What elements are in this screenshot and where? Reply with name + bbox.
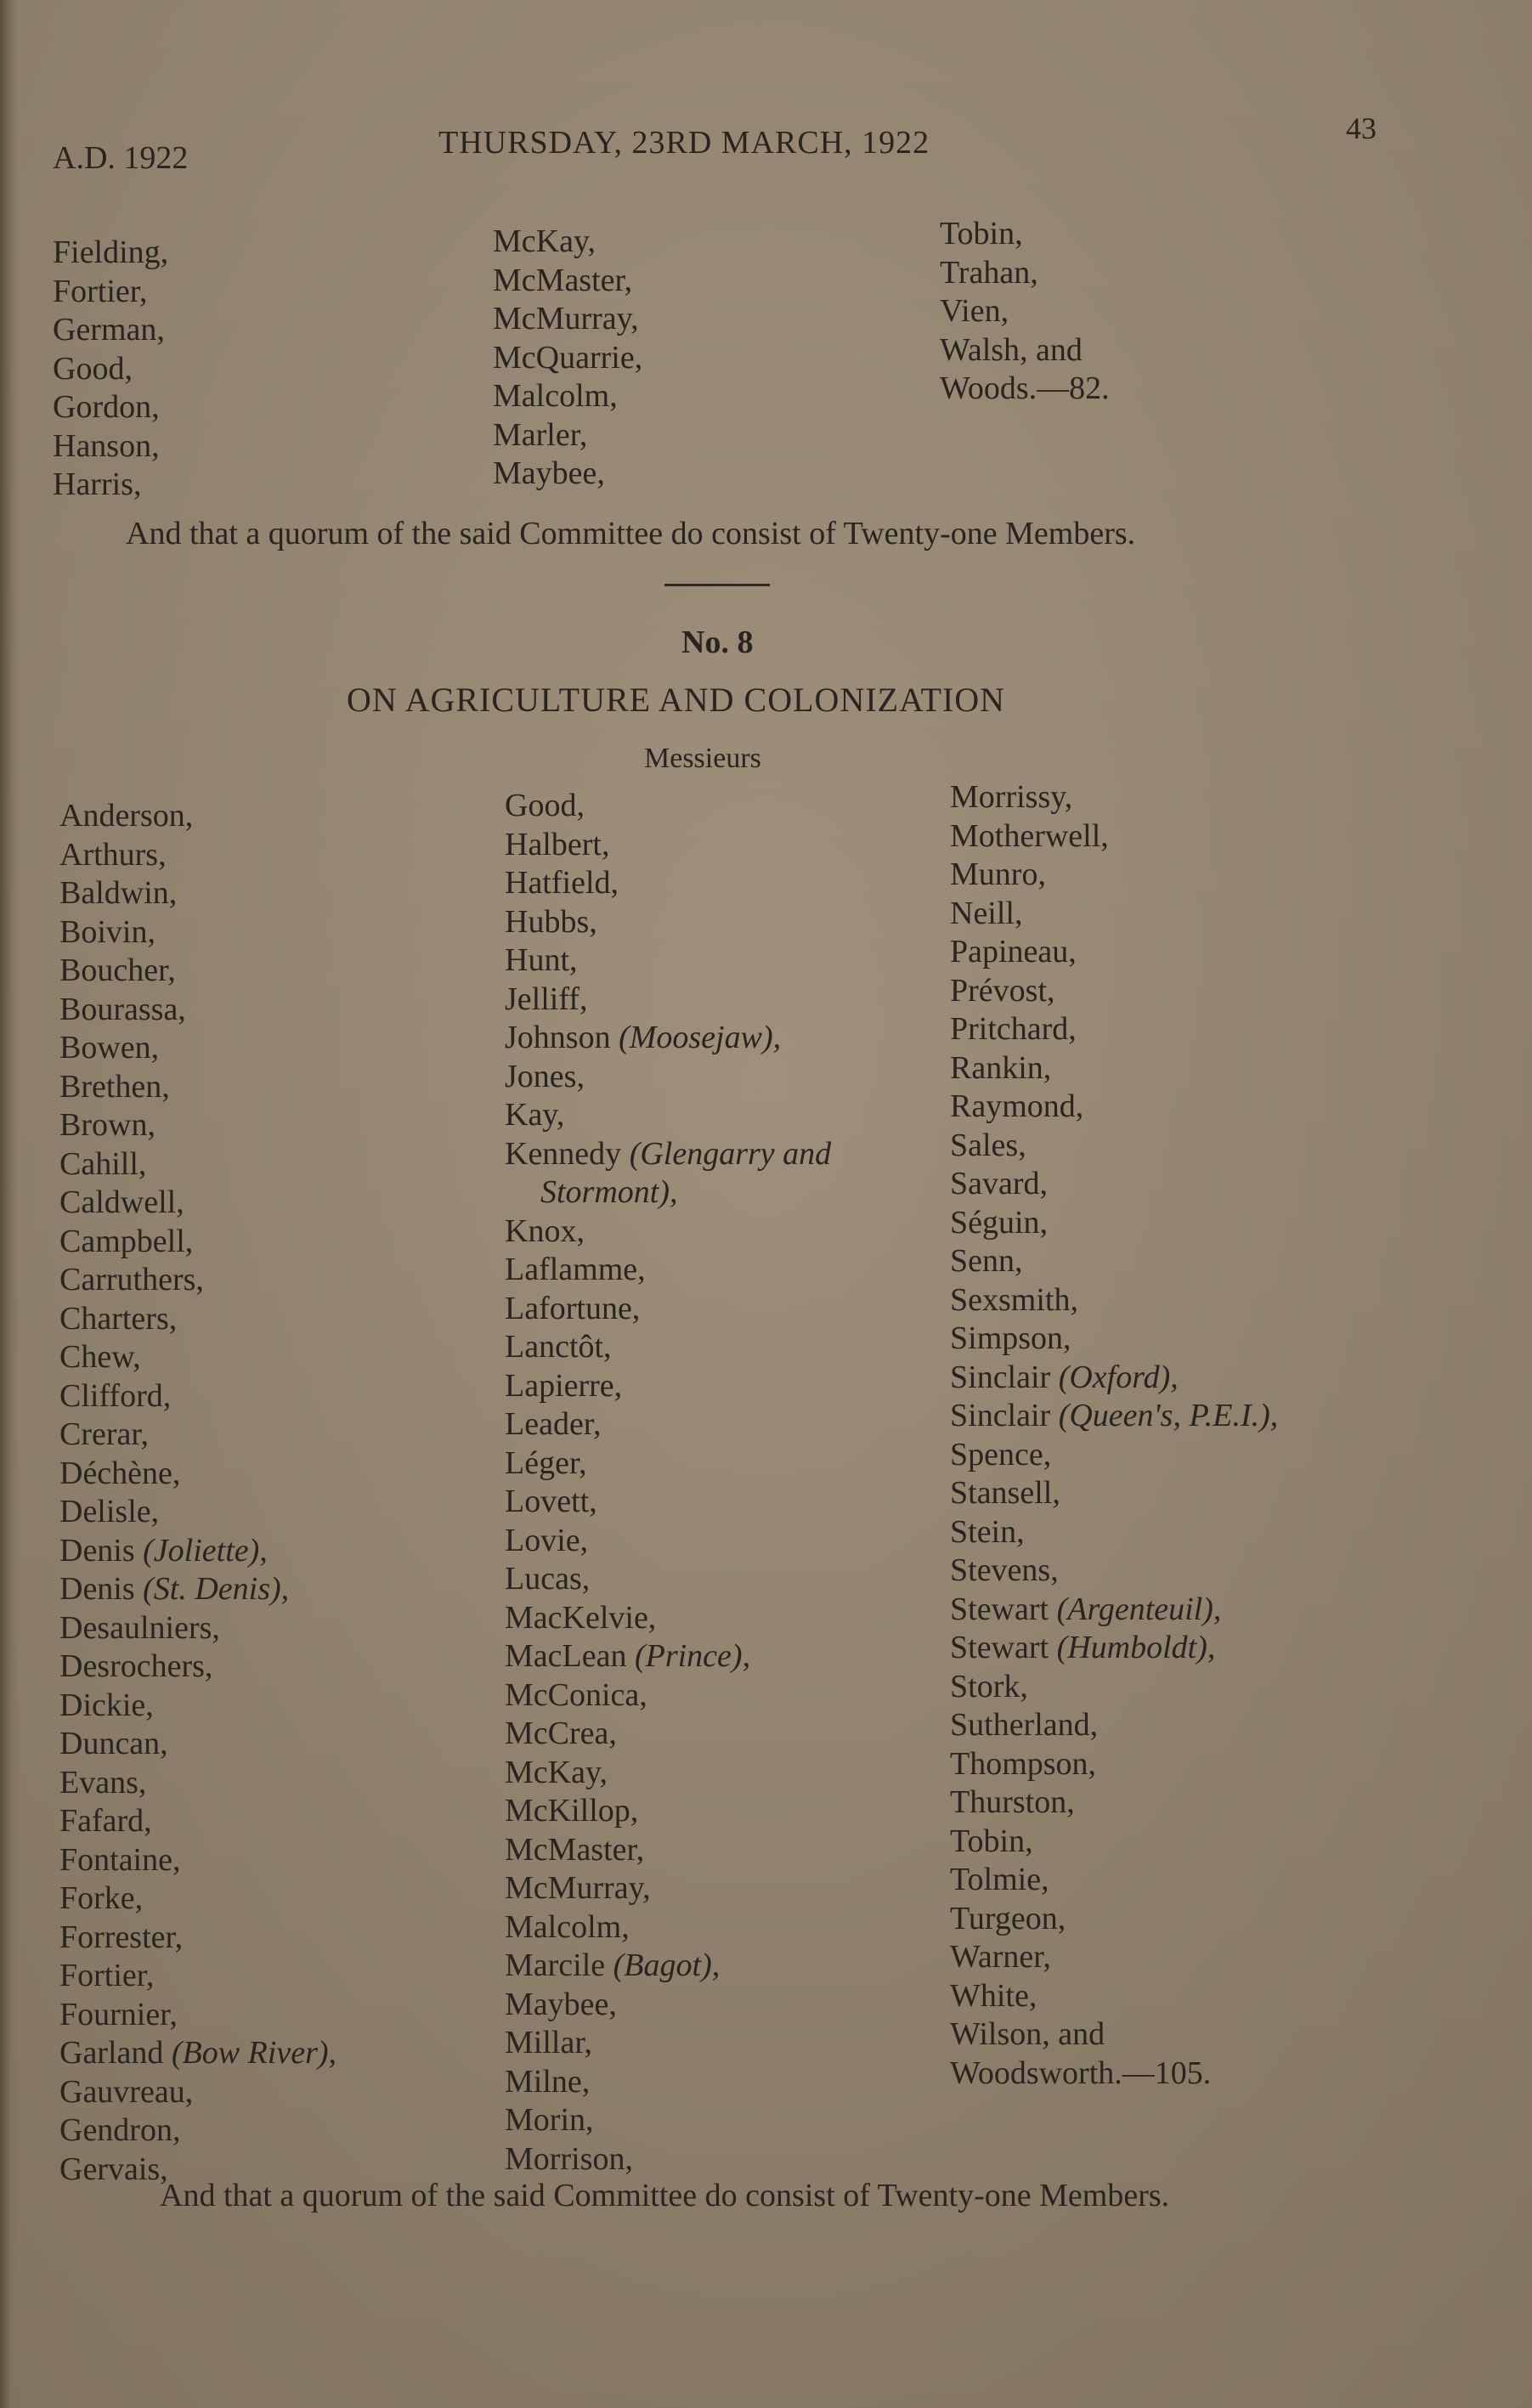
- member-name: Denis: [59, 1532, 144, 1569]
- member-name: White,: [950, 1977, 1037, 2014]
- riding-name: Stormont),: [540, 1174, 678, 1210]
- member-name: Papineau,: [950, 934, 1077, 969]
- member-entry: [505, 1599, 831, 1638]
- member-entry: [950, 1204, 1278, 1243]
- member-entry: [505, 2140, 831, 2179]
- member-entry: [505, 1715, 831, 1754]
- member-entry: [950, 1783, 1278, 1823]
- member-entry: [505, 1947, 831, 1986]
- member-name: Morrison,: [505, 2140, 633, 2177]
- member-name: Simpson,: [950, 1320, 1071, 1356]
- member-name: McMurray,: [493, 301, 639, 336]
- member-name: Jelliff,: [505, 981, 588, 1017]
- member-name: Stork,: [950, 1668, 1028, 1704]
- member-entry: [950, 1397, 1278, 1436]
- riding-name: (Glengarry and: [629, 1135, 832, 1172]
- member-entry: [950, 1474, 1278, 1513]
- member-entry: [950, 1938, 1278, 1977]
- member-name: Millar,: [505, 2025, 592, 2060]
- riding-name: (Joliette),: [143, 1532, 268, 1569]
- member-entry: [950, 1359, 1278, 1398]
- member-name: Baldwin,: [59, 875, 178, 911]
- member-entry: [950, 1320, 1278, 1359]
- member-entry: [950, 1823, 1278, 1862]
- member-entry: [505, 1251, 831, 1290]
- member-entry: [950, 817, 1278, 856]
- member-name: Brown,: [59, 1107, 155, 1143]
- member-name: McQuarrie,: [493, 339, 643, 376]
- riding-name: (Bow River),: [171, 2035, 337, 2071]
- member-entry: [59, 1106, 336, 1145]
- member-entry: [505, 1135, 831, 1174]
- member-name: Wilson, and: [950, 2016, 1105, 2052]
- member-name: German,: [53, 312, 165, 348]
- member-name: Sinclair: [950, 1398, 1059, 1433]
- member-entry: [950, 1281, 1278, 1320]
- member-name: Jones,: [505, 1058, 585, 1094]
- member-name: Malcolm,: [505, 1908, 630, 1945]
- member-entry: [59, 1377, 336, 1416]
- member-entry: [505, 1212, 831, 1252]
- member-name: McCrea,: [505, 1716, 617, 1751]
- member-name: Desrochers,: [59, 1648, 213, 1684]
- member-name: Woods.—82.: [940, 370, 1110, 406]
- member-name: Dickie,: [59, 1687, 154, 1723]
- riding-name: (St. Denis),: [143, 1571, 290, 1607]
- member-entry: [59, 2034, 336, 2073]
- member-entry: [505, 1019, 831, 1058]
- member-entry: [505, 941, 831, 981]
- page-edge-shadow: [0, 0, 19, 2408]
- member-name: McMaster,: [505, 1831, 645, 1868]
- member-name: Boucher,: [59, 952, 176, 988]
- member-name: Clifford,: [59, 1377, 172, 1414]
- member-name: Fortier,: [59, 1958, 155, 1993]
- member-name: MacKelvie,: [505, 1599, 657, 1636]
- member-entry: [505, 1560, 831, 1599]
- member-entry: [59, 1687, 336, 1726]
- member-entry: [59, 1570, 336, 1609]
- member-entry: [950, 972, 1278, 1011]
- member-name: Sales,: [950, 1127, 1026, 1163]
- member-entry: [59, 1725, 336, 1764]
- member-name: Johnson: [505, 1020, 619, 1055]
- member-entry: [59, 1029, 336, 1068]
- member-name: Gendron,: [59, 2112, 181, 2148]
- member-name: Bowen,: [59, 1030, 160, 1066]
- member-name: Kennedy: [505, 1135, 630, 1172]
- member-entry: [505, 2063, 831, 2102]
- member-name: Chew,: [59, 1339, 141, 1375]
- member-name: McConica,: [505, 1676, 647, 1713]
- member-name: Good,: [53, 350, 133, 387]
- member-name: Maybee,: [505, 1986, 617, 2022]
- member-entry: [505, 826, 831, 865]
- member-entry: [59, 1338, 336, 1377]
- member-name: Morrissy,: [950, 779, 1073, 815]
- member-name: Leader,: [505, 1406, 602, 1442]
- member-name: Fournier,: [59, 1996, 178, 2032]
- member-entry: [950, 1591, 1278, 1630]
- member-name: Desaulniers,: [59, 1609, 220, 1646]
- member-name: Tolmie,: [950, 1862, 1049, 1897]
- member-name: Cahill,: [59, 1145, 147, 1182]
- member-entry: [59, 1919, 336, 1958]
- member-entry: [950, 1900, 1278, 1939]
- member-name: Fontaine,: [59, 1841, 181, 1878]
- member-entry: [950, 1049, 1278, 1088]
- member-name: McKay,: [493, 223, 596, 259]
- member-name: Walsh, and: [940, 331, 1083, 368]
- member-name: Tobin,: [950, 1823, 1033, 1859]
- member-column-3: [950, 778, 1278, 2093]
- member-entry: [505, 1367, 831, 1406]
- member-entry: [950, 2015, 1278, 2055]
- member-entry: [505, 1522, 831, 1561]
- member-name: Motherwell,: [950, 817, 1109, 854]
- member-name: Arthurs,: [59, 836, 167, 873]
- member-entry: [59, 1996, 336, 2035]
- member-name: Vien,: [940, 293, 1009, 329]
- member-column-prev-1: [53, 234, 168, 505]
- member-entry: [950, 1706, 1278, 1745]
- member-column-prev-3: [940, 215, 1110, 409]
- member-name: Carruthers,: [59, 1262, 204, 1297]
- member-name: Harris,: [53, 466, 142, 502]
- member-name: Senn,: [950, 1243, 1023, 1279]
- member-entry: [505, 1058, 831, 1097]
- member-name: Brethen,: [59, 1068, 170, 1105]
- member-name: Maybee,: [493, 455, 605, 491]
- member-entry: [59, 1068, 336, 1107]
- member-entry: [505, 2024, 831, 2063]
- member-name: McKay,: [505, 1754, 608, 1790]
- member-entry: [59, 913, 336, 952]
- member-name: McKillop,: [505, 1793, 639, 1829]
- member-entry: [59, 1416, 336, 1455]
- header-year: A.D. 1922: [53, 140, 189, 176]
- member-name: Stevens,: [950, 1552, 1059, 1588]
- member-entry: [950, 1552, 1278, 1591]
- quorum-statement-prev: And that a quorum of the said Committee do consist of Twenty-one Members.: [126, 516, 1136, 551]
- member-name: Lapierre,: [505, 1367, 623, 1404]
- member-entry: [59, 1879, 336, 1919]
- member-name: Pritchard,: [950, 1011, 1077, 1047]
- member-column-prev-2: [493, 223, 642, 494]
- member-column-1: [59, 797, 336, 2189]
- member-name: Bourassa,: [59, 991, 186, 1027]
- member-name: Morin,: [505, 2102, 594, 2138]
- header-date: THURSDAY, 23RD MARCH, 1922: [438, 125, 930, 161]
- member-name: Stansell,: [950, 1475, 1060, 1511]
- member-entry: [950, 778, 1278, 817]
- member-name: Laflamme,: [505, 1252, 646, 1287]
- member-entry: [505, 1986, 831, 2025]
- member-name: Garland: [59, 2035, 172, 2071]
- member-name: Munro,: [950, 856, 1046, 892]
- riding-name: (Prince),: [634, 1638, 751, 1674]
- member-entry: [950, 1088, 1278, 1127]
- member-entry: [59, 1648, 336, 1687]
- member-name: Lucas,: [505, 1561, 591, 1597]
- member-entry: [59, 1609, 336, 1648]
- member-name: Halbert,: [505, 826, 610, 862]
- member-name: Stewart: [950, 1630, 1057, 1665]
- member-entry: [505, 1173, 831, 1212]
- member-name: Stein,: [950, 1513, 1025, 1550]
- member-entry: [505, 1405, 831, 1444]
- member-entry: [950, 1436, 1278, 1475]
- member-name: Turgeon,: [950, 1900, 1066, 1936]
- member-entry: [59, 1532, 336, 1571]
- member-name: Déchène,: [59, 1455, 181, 1491]
- member-name: Lovett,: [505, 1484, 597, 1519]
- member-entry: [950, 856, 1278, 895]
- member-name: Milne,: [505, 2063, 591, 2100]
- member-entry: [59, 874, 336, 913]
- member-entry: [505, 1869, 831, 1908]
- member-entry: [950, 1977, 1278, 2016]
- member-entry: [505, 1096, 831, 1135]
- member-name: Thurston,: [950, 1784, 1075, 1820]
- member-entry: [59, 1261, 336, 1300]
- member-name: Hunt,: [505, 942, 578, 978]
- member-entry: [59, 1764, 336, 1803]
- member-name: Fafard,: [59, 1803, 152, 1839]
- member-name: Fortier,: [53, 273, 148, 309]
- member-entry: [950, 1629, 1278, 1668]
- member-name: Tobin,: [940, 216, 1023, 252]
- riding-name: (Moosejaw),: [619, 1020, 782, 1055]
- member-name: Gauvreau,: [59, 2073, 194, 2110]
- member-name: Malcolm,: [493, 378, 618, 414]
- member-name: Forke,: [59, 1880, 144, 1916]
- member-entry: [59, 1841, 336, 1880]
- member-entry: [59, 1802, 336, 1841]
- member-name: Rankin,: [950, 1049, 1052, 1086]
- quorum-statement: And that a quorum of the said Committee do consist of Twenty-one Members.: [160, 2178, 1170, 2213]
- member-name: Lovie,: [505, 1522, 589, 1558]
- member-name: Thompson,: [950, 1745, 1097, 1782]
- riding-name: (Humboldt),: [1056, 1630, 1216, 1665]
- member-name: Gervais,: [59, 2151, 168, 2187]
- member-entry: [59, 2111, 336, 2151]
- member-name: Warner,: [950, 1939, 1051, 1975]
- member-entry: [59, 797, 336, 836]
- riding-name: (Queen's, P.E.I.),: [1058, 1398, 1279, 1433]
- member-name: Savard,: [950, 1166, 1049, 1201]
- member-name: Neill,: [950, 895, 1023, 931]
- member-name: Raymond,: [950, 1088, 1084, 1124]
- member-entry: [59, 1145, 336, 1184]
- member-entry: [59, 1300, 336, 1339]
- member-name: Léger,: [505, 1444, 587, 1481]
- member-name: McMurray,: [505, 1870, 651, 1906]
- member-name: Anderson,: [59, 798, 194, 834]
- member-entry: [505, 1831, 831, 1870]
- member-name: Trahan,: [940, 254, 1038, 291]
- member-name: Caldwell,: [59, 1184, 184, 1220]
- member-entry: [59, 991, 336, 1030]
- member-name: Sutherland,: [950, 1707, 1099, 1743]
- member-entry: [505, 1444, 831, 1484]
- member-entry: [950, 1010, 1278, 1049]
- member-entry: [950, 2055, 1278, 2094]
- member-name: Prévost,: [950, 972, 1055, 1009]
- member-entry: [950, 1513, 1278, 1552]
- member-name: Delisle,: [59, 1494, 160, 1529]
- member-name: Marcile: [505, 1947, 613, 1983]
- section-number: No. 8: [681, 625, 754, 660]
- member-name: Gordon,: [53, 389, 160, 425]
- member-name: Evans,: [59, 1764, 147, 1800]
- member-entry: [950, 933, 1278, 972]
- member-name: Lanctôt,: [505, 1329, 612, 1365]
- member-name: MacLean: [505, 1638, 635, 1674]
- member-name: Stewart: [950, 1591, 1057, 1627]
- member-name: Sinclair: [950, 1359, 1059, 1395]
- member-entry: [59, 836, 336, 875]
- committee-title: ON AGRICULTURE AND COLONIZATION: [347, 681, 1006, 719]
- member-entry: [950, 1127, 1278, 1166]
- member-entry: [505, 1483, 831, 1522]
- member-entry: [950, 1861, 1278, 1900]
- member-entry: [950, 895, 1278, 934]
- member-name: Fielding,: [53, 235, 169, 270]
- member-name: Denis: [59, 1571, 144, 1607]
- member-entry: [505, 1908, 831, 1947]
- page-number: 43: [1346, 111, 1377, 145]
- member-name: Marler,: [493, 416, 588, 453]
- member-name: Woodsworth.—105.: [950, 2055, 1212, 2091]
- member-name: Séguin,: [950, 1204, 1049, 1241]
- member-name: McMaster,: [493, 262, 633, 298]
- member-name: Campbell,: [59, 1223, 194, 1259]
- member-name: Boivin,: [59, 913, 155, 950]
- member-name: Good,: [505, 788, 585, 823]
- member-name: Charters,: [59, 1300, 178, 1337]
- riding-name: (Oxford),: [1058, 1359, 1179, 1395]
- member-entry: [59, 1493, 336, 1532]
- member-entry: [59, 2073, 336, 2112]
- member-name: Kay,: [505, 1097, 565, 1133]
- riding-name: (Argenteuil),: [1056, 1591, 1222, 1627]
- member-entry: [505, 1290, 831, 1329]
- member-name: Spence,: [950, 1436, 1052, 1472]
- member-entry: [59, 1957, 336, 1996]
- member-entry: [505, 981, 831, 1020]
- member-entry: [505, 1676, 831, 1716]
- section-divider: [664, 584, 770, 586]
- member-entry: [950, 1745, 1278, 1784]
- member-entry: [59, 1184, 336, 1223]
- member-entry: [59, 1455, 336, 1494]
- member-entry: [950, 1668, 1278, 1707]
- member-entry: [505, 787, 831, 826]
- member-entry: [950, 1165, 1278, 1204]
- member-name: Sexsmith,: [950, 1281, 1078, 1318]
- member-entry: [59, 1223, 336, 1262]
- riding-name: (Bagot),: [613, 1947, 721, 1983]
- member-name: Knox,: [505, 1212, 585, 1249]
- member-name: Crerar,: [59, 1416, 150, 1452]
- member-entry: [59, 952, 336, 991]
- member-entry: [950, 1242, 1278, 1281]
- member-entry: [505, 864, 831, 903]
- member-name: Forrester,: [59, 1919, 184, 1955]
- member-entry: [505, 2101, 831, 2140]
- member-name: Hubbs,: [505, 903, 597, 940]
- messieurs-label: Messieurs: [644, 743, 761, 774]
- member-name: Hanson,: [53, 427, 160, 464]
- member-entry: [505, 1754, 831, 1793]
- member-column-2: [505, 787, 831, 2179]
- page-header: [0, 111, 1532, 176]
- member-name: Hatfield,: [505, 865, 619, 901]
- member-entry: [505, 903, 831, 942]
- member-entry: [505, 1637, 831, 1676]
- member-entry: [505, 1328, 831, 1367]
- member-name: Duncan,: [59, 1726, 168, 1761]
- member-name: Lafortune,: [505, 1290, 641, 1326]
- member-entry: [505, 1792, 831, 1831]
